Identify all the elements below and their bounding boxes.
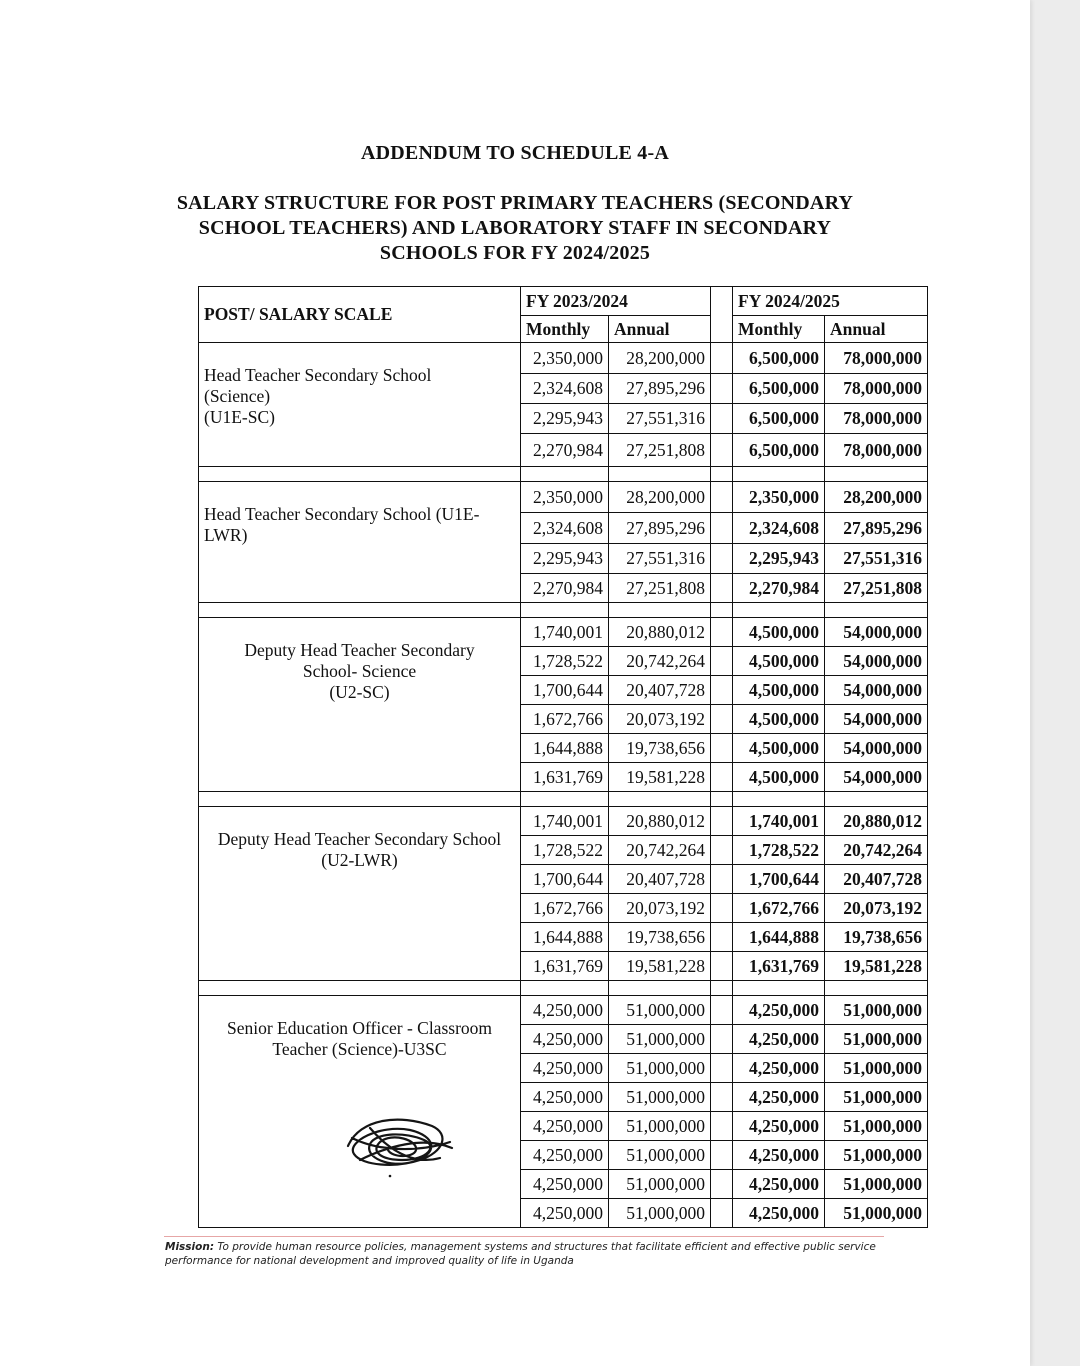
annual-2023-2024-cell: 27,551,316 — [609, 404, 711, 434]
annual-2024-2025-cell: 54,000,000 — [825, 676, 928, 705]
column-gap — [711, 923, 733, 952]
annual-2024-2025-cell: 78,000,000 — [825, 434, 928, 467]
monthly-2024-2025-cell: 6,500,000 — [733, 434, 825, 467]
monthly-2023-2024-cell: 2,350,000 — [521, 343, 609, 374]
monthly-2024-2025-cell: 2,350,000 — [733, 482, 825, 513]
annual-2024-2025-cell: 78,000,000 — [825, 343, 928, 374]
monthly-2024-2025-cell: 4,250,000 — [733, 1199, 825, 1228]
column-gap — [711, 544, 733, 574]
annual-2023-2024-cell: 51,000,000 — [609, 1141, 711, 1170]
table-row — [199, 996, 928, 1025]
annual-2024-2025-cell: 51,000,000 — [825, 1025, 928, 1054]
monthly-2024-2025-cell: 4,500,000 — [733, 618, 825, 647]
annual-2024-2025-cell: 27,251,808 — [825, 574, 928, 603]
column-gap — [711, 1199, 733, 1228]
monthly-2023-2024-cell: 2,324,608 — [521, 513, 609, 544]
monthly-2024-2025-cell: 1,728,522 — [733, 836, 825, 865]
annual-2024-2025-cell: 19,581,228 — [825, 952, 928, 981]
table-row — [199, 618, 928, 647]
group-spacer-row — [199, 792, 928, 807]
monthly-2024-2025-cell: 1,700,644 — [733, 865, 825, 894]
monthly-2023-2024-cell: 1,728,522 — [521, 836, 609, 865]
annual-2024-2025-cell: 54,000,000 — [825, 763, 928, 792]
column-gap — [711, 865, 733, 894]
document-title: ADDENDUM TO SCHEDULE 4-A — [361, 142, 669, 164]
monthly-2023-2024-cell: 2,270,984 — [521, 434, 609, 467]
annual-2023-2024-cell: 20,880,012 — [609, 618, 711, 647]
annual-2023-2024-cell: 51,000,000 — [609, 1054, 711, 1083]
monthly-2024-2025-cell: 1,644,888 — [733, 923, 825, 952]
monthly-2023-2024-cell: 4,250,000 — [521, 1083, 609, 1112]
post-title-line: Head Teacher Secondary School (U1E- — [204, 504, 480, 524]
spacer-cell — [521, 603, 609, 618]
column-gap — [711, 705, 733, 734]
table-row — [199, 807, 928, 836]
monthly-2024-2025-cell: 2,324,608 — [733, 513, 825, 544]
monthly-2023-2024-cell: 1,631,769 — [521, 763, 609, 792]
monthly-header: Monthly — [521, 316, 609, 343]
column-gap — [711, 647, 733, 676]
monthly-2024-2025-cell: 4,500,000 — [733, 676, 825, 705]
annual-2023-2024-cell: 20,742,264 — [609, 836, 711, 865]
column-gap — [711, 1054, 733, 1083]
annual-2023-2024-cell: 20,742,264 — [609, 647, 711, 676]
spacer-cell — [733, 792, 825, 807]
column-gap — [711, 574, 733, 603]
spacer-cell — [825, 792, 928, 807]
annual-2023-2024-cell: 28,200,000 — [609, 482, 711, 513]
monthly-2024-2025-cell: 2,270,984 — [733, 574, 825, 603]
annual-2024-2025-cell: 51,000,000 — [825, 1141, 928, 1170]
post-title-line: Deputy Head Teacher Secondary — [244, 640, 475, 660]
table-header-row — [199, 287, 928, 316]
monthly-2024-2025-cell: 4,250,000 — [733, 1054, 825, 1083]
annual-2023-2024-cell: 20,407,728 — [609, 865, 711, 894]
monthly-2024-2025-cell: 2,295,943 — [733, 544, 825, 574]
monthly-2024-2025-cell: 4,500,000 — [733, 705, 825, 734]
column-gap — [711, 894, 733, 923]
monthly-2023-2024-cell: 4,250,000 — [521, 1199, 609, 1228]
mission-footer — [165, 1240, 885, 1268]
monthly-2023-2024-cell: 1,740,001 — [521, 618, 609, 647]
monthly-2024-2025-cell: 4,500,000 — [733, 763, 825, 792]
column-gap — [711, 1083, 733, 1112]
monthly-2024-2025-cell: 4,250,000 — [733, 996, 825, 1025]
annual-2024-2025-cell: 54,000,000 — [825, 618, 928, 647]
column-gap — [711, 1141, 733, 1170]
fy-2024-2025-header: FY 2024/2025 — [733, 287, 928, 316]
monthly-2023-2024-cell: 1,740,001 — [521, 807, 609, 836]
annual-2024-2025-cell: 51,000,000 — [825, 1112, 928, 1141]
annual-2023-2024-cell: 51,000,000 — [609, 1083, 711, 1112]
post-title-line: Head Teacher Secondary School — [204, 365, 432, 385]
annual-2023-2024-cell: 19,738,656 — [609, 923, 711, 952]
annual-2024-2025-cell: 54,000,000 — [825, 647, 928, 676]
spacer-cell — [521, 792, 609, 807]
annual-2024-2025-cell: 19,738,656 — [825, 923, 928, 952]
annual-2023-2024-cell: 20,073,192 — [609, 894, 711, 923]
table-body — [199, 343, 928, 1228]
spacer-cell — [825, 603, 928, 618]
spacer-cell — [825, 467, 928, 482]
annual-2023-2024-cell: 51,000,000 — [609, 996, 711, 1025]
annual-2023-2024-cell: 19,581,228 — [609, 952, 711, 981]
signature-icon — [340, 1108, 458, 1180]
subtitle-line: SCHOOL TEACHERS) AND LABORATORY STAFF IN SECONDARY — [198, 217, 832, 239]
annual-2024-2025-cell: 51,000,000 — [825, 1083, 928, 1112]
annual-2024-2025-cell: 51,000,000 — [825, 996, 928, 1025]
annual-2024-2025-cell: 20,742,264 — [825, 836, 928, 865]
spacer-cell — [609, 467, 711, 482]
monthly-2024-2025-cell: 4,250,000 — [733, 1025, 825, 1054]
column-gap — [711, 482, 733, 513]
monthly-2023-2024-cell: 4,250,000 — [521, 996, 609, 1025]
monthly-2023-2024-cell: 1,672,766 — [521, 894, 609, 923]
spacer-cell — [609, 603, 711, 618]
annual-2024-2025-cell: 27,551,316 — [825, 544, 928, 574]
annual-2024-2025-cell: 78,000,000 — [825, 374, 928, 404]
monthly-2023-2024-cell: 2,324,608 — [521, 374, 609, 404]
post-title-line: LWR) — [204, 525, 248, 545]
monthly-header: Monthly — [733, 316, 825, 343]
spacer-cell — [609, 792, 711, 807]
annual-2023-2024-cell: 51,000,000 — [609, 1199, 711, 1228]
annual-2024-2025-cell: 20,073,192 — [825, 894, 928, 923]
spacer-cell — [521, 981, 609, 996]
monthly-2023-2024-cell: 1,700,644 — [521, 865, 609, 894]
monthly-2024-2025-cell: 6,500,000 — [733, 343, 825, 374]
document-subtitle — [0, 191, 1030, 266]
subtitle-line: SCHOOLS FOR FY 2024/2025 — [379, 242, 651, 264]
annual-2024-2025-cell: 78,000,000 — [825, 404, 928, 434]
annual-2023-2024-cell: 19,581,228 — [609, 763, 711, 792]
monthly-2023-2024-cell: 1,631,769 — [521, 952, 609, 981]
annual-2023-2024-cell: 19,738,656 — [609, 734, 711, 763]
column-gap — [711, 1025, 733, 1054]
monthly-2024-2025-cell: 4,250,000 — [733, 1083, 825, 1112]
table-row — [199, 343, 928, 374]
monthly-2024-2025-cell: 4,250,000 — [733, 1112, 825, 1141]
mission-text: To provide human resource policies, management systems and structures that facilitate efficient and effective public service performance for national development and improved quality of life in Uganda — [165, 1241, 876, 1267]
mission-label: Mission: — [165, 1241, 215, 1253]
monthly-2023-2024-cell: 2,295,943 — [521, 404, 609, 434]
group-spacer-row — [199, 467, 928, 482]
spacer-cell — [521, 467, 609, 482]
monthly-2024-2025-cell: 6,500,000 — [733, 374, 825, 404]
monthly-2024-2025-cell: 4,500,000 — [733, 647, 825, 676]
monthly-2024-2025-cell: 4,250,000 — [733, 1170, 825, 1199]
monthly-2023-2024-cell: 1,700,644 — [521, 676, 609, 705]
monthly-2024-2025-cell: 1,631,769 — [733, 952, 825, 981]
monthly-2023-2024-cell: 1,644,888 — [521, 734, 609, 763]
annual-2023-2024-cell: 27,251,808 — [609, 434, 711, 467]
annual-2024-2025-cell: 20,880,012 — [825, 807, 928, 836]
column-gap — [711, 836, 733, 865]
spacer-cell — [825, 981, 928, 996]
group-spacer-row — [199, 981, 928, 996]
annual-2023-2024-cell: 20,407,728 — [609, 676, 711, 705]
table-row — [199, 482, 928, 513]
column-gap — [711, 807, 733, 836]
monthly-2023-2024-cell: 2,295,943 — [521, 544, 609, 574]
monthly-2024-2025-cell: 1,672,766 — [733, 894, 825, 923]
post-title-line: Senior Education Officer - Classroom — [226, 1018, 493, 1038]
column-gap — [711, 513, 733, 544]
post-title-line: Deputy Head Teacher Secondary School — [217, 829, 502, 849]
column-gap — [711, 1170, 733, 1199]
monthly-2023-2024-cell: 1,728,522 — [521, 647, 609, 676]
annual-2023-2024-cell: 20,073,192 — [609, 705, 711, 734]
annual-2023-2024-cell: 27,895,296 — [609, 374, 711, 404]
annual-header: Annual — [825, 316, 928, 343]
spacer-cell — [199, 792, 521, 807]
annual-2024-2025-cell: 54,000,000 — [825, 734, 928, 763]
column-gap — [711, 1112, 733, 1141]
monthly-2024-2025-cell: 6,500,000 — [733, 404, 825, 434]
annual-2024-2025-cell: 20,407,728 — [825, 865, 928, 894]
spacer-cell — [733, 981, 825, 996]
spacer-cell — [199, 467, 521, 482]
post-title-line: (U2-LWR) — [321, 850, 398, 870]
spacer-cell — [711, 981, 733, 996]
monthly-2023-2024-cell: 4,250,000 — [521, 1141, 609, 1170]
annual-2024-2025-cell: 27,895,296 — [825, 513, 928, 544]
column-gap — [711, 287, 733, 343]
post-title — [204, 618, 515, 703]
column-gap — [711, 734, 733, 763]
column-gap — [711, 618, 733, 647]
column-gap — [711, 952, 733, 981]
monthly-2023-2024-cell: 4,250,000 — [521, 1025, 609, 1054]
spacer-cell — [199, 603, 521, 618]
spacer-cell — [733, 467, 825, 482]
monthly-2023-2024-cell: 4,250,000 — [521, 1170, 609, 1199]
post-salary-scale-cell — [199, 343, 521, 467]
annual-header: Annual — [609, 316, 711, 343]
column-gap — [711, 676, 733, 705]
spacer-cell — [711, 603, 733, 618]
annual-2023-2024-cell: 28,200,000 — [609, 343, 711, 374]
post-salary-scale-header: POST/ SALARY SCALE — [199, 287, 521, 343]
post-title — [204, 343, 515, 428]
subtitle-line: SALARY STRUCTURE FOR POST PRIMARY TEACHERS (SECONDARY — [176, 192, 854, 214]
spacer-cell — [609, 981, 711, 996]
monthly-2023-2024-cell: 2,350,000 — [521, 482, 609, 513]
spacer-cell — [733, 603, 825, 618]
annual-2023-2024-cell: 27,895,296 — [609, 513, 711, 544]
annual-2024-2025-cell: 51,000,000 — [825, 1054, 928, 1083]
annual-2024-2025-cell: 28,200,000 — [825, 482, 928, 513]
column-gap — [711, 374, 733, 404]
post-title-line: (Science) — [204, 386, 271, 406]
monthly-2023-2024-cell: 2,270,984 — [521, 574, 609, 603]
spacer-cell — [711, 467, 733, 482]
annual-2023-2024-cell: 51,000,000 — [609, 1170, 711, 1199]
post-salary-scale-cell — [199, 482, 521, 603]
monthly-2023-2024-cell: 1,644,888 — [521, 923, 609, 952]
post-salary-scale-cell — [199, 807, 521, 981]
monthly-2023-2024-cell: 4,250,000 — [521, 1054, 609, 1083]
annual-2023-2024-cell: 20,880,012 — [609, 807, 711, 836]
group-spacer-row — [199, 603, 928, 618]
annual-2023-2024-cell: 27,251,808 — [609, 574, 711, 603]
monthly-2023-2024-cell: 4,250,000 — [521, 1112, 609, 1141]
spacer-cell — [199, 981, 521, 996]
post-title-line: School- Science — [302, 661, 417, 681]
post-title — [204, 996, 515, 1060]
monthly-2024-2025-cell: 4,250,000 — [733, 1141, 825, 1170]
annual-2023-2024-cell: 51,000,000 — [609, 1112, 711, 1141]
post-title-line: (U1E-SC) — [204, 407, 275, 427]
post-title — [204, 482, 515, 546]
footer-divider — [164, 1236, 884, 1237]
annual-2024-2025-cell: 51,000,000 — [825, 1199, 928, 1228]
spacer-cell — [711, 792, 733, 807]
column-gap — [711, 404, 733, 434]
salary-table — [198, 286, 928, 1228]
post-title-line: Teacher (Science)-U3SC — [272, 1039, 447, 1059]
annual-2024-2025-cell: 51,000,000 — [825, 1170, 928, 1199]
column-gap — [711, 434, 733, 467]
annual-2023-2024-cell: 27,551,316 — [609, 544, 711, 574]
column-gap — [711, 343, 733, 374]
fy-2023-2024-header: FY 2023/2024 — [521, 287, 711, 316]
annual-2023-2024-cell: 51,000,000 — [609, 1025, 711, 1054]
post-title — [204, 807, 515, 871]
post-salary-scale-cell — [199, 618, 521, 792]
monthly-2024-2025-cell: 1,740,001 — [733, 807, 825, 836]
column-gap — [711, 996, 733, 1025]
annual-2024-2025-cell: 54,000,000 — [825, 705, 928, 734]
column-gap — [711, 763, 733, 792]
monthly-2024-2025-cell: 4,500,000 — [733, 734, 825, 763]
monthly-2023-2024-cell: 1,672,766 — [521, 705, 609, 734]
post-title-line: (U2-SC) — [329, 682, 390, 702]
